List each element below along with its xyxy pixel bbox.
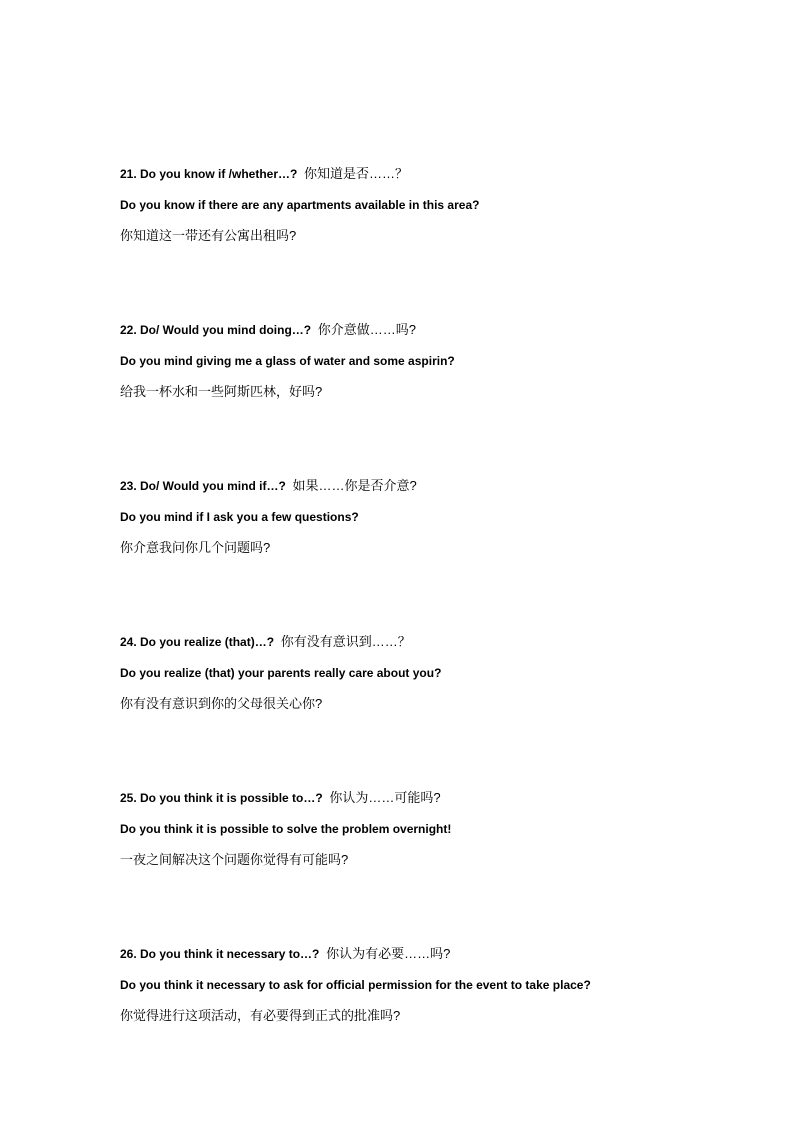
entry-heading [120,789,441,807]
chinese-translation: 你有没有意识到你的父母很关心你? [120,696,323,711]
example-sentence: Do you think it is possible to solve the problem overnight! [120,822,452,836]
example-sentence: Do you realize (that) your parents really care about you? [120,666,442,680]
chinese-translation: 给我一杯水和一些阿斯匹林，好吗? [120,384,323,399]
example-sentence: Do you think it necessary to ask for official permission for the event to take place? [120,978,591,992]
chinese-translation: 你介意我问你几个问题吗? [120,540,271,555]
entry-heading [120,633,411,651]
heading-english: 25. Do you think it is possible to…? [120,791,323,805]
example-sentence: Do you mind if I ask you a few questions? [120,510,359,524]
chinese-translation: 一夜之间解决这个问题你觉得有可能吗? [120,852,349,867]
chinese-translation: 你知道这一带还有公寓出租吗? [120,228,297,243]
example-sentence: Do you know if there are any apartments available in this area? [120,198,480,212]
entry-heading [120,945,450,963]
heading-english: 26. Do you think it necessary to…? [120,947,320,961]
heading-chinese: 你知道是否……？ [304,166,409,181]
heading-english: 23. Do/ Would you mind if…? [120,479,286,493]
entry-heading [120,321,416,339]
heading-chinese: 如果……你是否介意? [292,478,417,493]
heading-chinese: 你介意做……吗? [317,322,417,337]
entry-heading [120,165,408,183]
heading-chinese: 你有没有意识到……？ [280,634,411,649]
heading-chinese: 你认为有必要……吗? [326,946,451,961]
heading-chinese: 你认为……可能吗? [329,790,441,805]
example-sentence: Do you mind giving me a glass of water and some aspirin? [120,354,455,368]
chinese-translation: 你觉得进行这项活动，有必要得到正式的批准吗? [120,1008,401,1023]
heading-english: 24. Do you realize (that)…? [120,635,275,649]
entry-heading [120,477,417,495]
heading-english: 21. Do you know if /whether…? [120,167,298,181]
heading-english: 22. Do/ Would you mind doing…? [120,323,312,337]
